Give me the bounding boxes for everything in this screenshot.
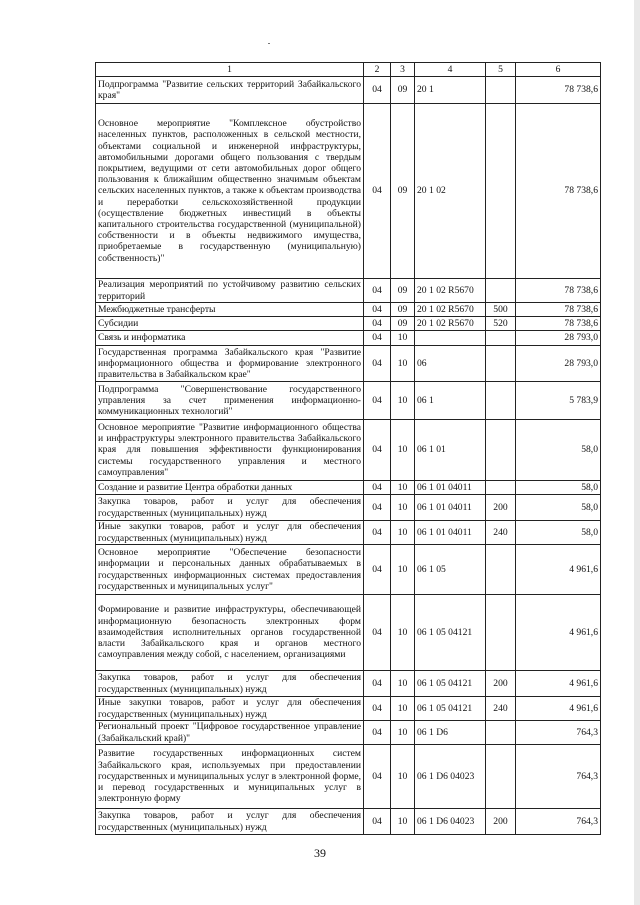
row-name: Закупка товаров, работ и услуг для обеспечения государственных (муниципальных) нужд bbox=[96, 495, 364, 521]
row-target-article: 20 1 bbox=[415, 77, 486, 104]
table-row bbox=[96, 104, 601, 279]
row-amount: 58,0 bbox=[516, 495, 601, 521]
row-subsection: 10 bbox=[391, 671, 415, 697]
row-amount: 764,3 bbox=[516, 745, 601, 809]
row-subsection: 10 bbox=[391, 745, 415, 809]
row-subsection: 10 bbox=[391, 545, 415, 595]
row-name: Подпрограмма "Совершенствование государственного управления за счет применения информационно-коммуникационных технологий" bbox=[96, 382, 364, 420]
row-section: 04 bbox=[364, 809, 391, 835]
table-row bbox=[96, 317, 601, 331]
row-subsection: 10 bbox=[391, 331, 415, 346]
table-row bbox=[96, 303, 601, 317]
row-expense-type bbox=[486, 279, 516, 303]
row-target-article: 20 1 02 R5670 bbox=[415, 317, 486, 331]
row-amount: 28 793,0 bbox=[516, 346, 601, 382]
row-target-article: 06 1 01 04011 bbox=[415, 495, 486, 521]
row-section: 04 bbox=[364, 303, 391, 317]
row-name: Основное мероприятие "Обеспечение безопасности информации и персональных данных обрабатываемых в государственных информационных системах предоставления государственных и муниципальных услуг" bbox=[96, 545, 364, 595]
row-name: Подпрограмма "Развитие сельских территорий Забайкальского края" bbox=[96, 77, 364, 104]
table-row bbox=[96, 481, 601, 495]
table-row bbox=[96, 279, 601, 303]
row-target-article: 06 1 bbox=[415, 382, 486, 420]
budget-table bbox=[95, 62, 601, 835]
row-name: Государственная программа Забайкальского края "Развитие информационного общества и формирование электронного правительства в Забайкальском крае" bbox=[96, 346, 364, 382]
scan-mark bbox=[268, 43, 270, 44]
row-target-article: 06 1 01 bbox=[415, 420, 486, 481]
row-target-article: 20 1 02 R5670 bbox=[415, 303, 486, 317]
row-name: Иные закупки товаров, работ и услуг для обеспечения государственных (муниципальных) нужд bbox=[96, 521, 364, 545]
row-subsection: 09 bbox=[391, 77, 415, 104]
row-expense-type: 200 bbox=[486, 495, 516, 521]
row-section: 04 bbox=[364, 521, 391, 545]
row-target-article: 06 1 05 04121 bbox=[415, 671, 486, 697]
table-row bbox=[96, 382, 601, 420]
row-target-article: 06 1 05 04121 bbox=[415, 697, 486, 721]
row-amount: 28 793,0 bbox=[516, 331, 601, 346]
header-cell-5: 5 bbox=[486, 63, 516, 77]
row-target-article: 06 1 01 04011 bbox=[415, 521, 486, 545]
row-expense-type bbox=[486, 382, 516, 420]
row-name: Основное мероприятие "Комплексное обустройство населенных пунктов, расположенных в сельской местности, объектами социальной и инженерной инфраструктуры, автомобильными дорогами общего пользования с твердым покрытием, ведущими от сети автомобильных дорог общего пользования к ближайшим общественно значимым объектам сельских населенных пунктов, а также к объектам производства и переработки сельскохозяйственной продукции (осуществление бюджетных инвестиций в объекты капитального строительства государственной (муниципальной) собственности и в объекты недвижимого имущества, приобретаемые в государственную (муниципальную) собственность)" bbox=[96, 104, 364, 279]
row-expense-type bbox=[486, 745, 516, 809]
row-subsection: 10 bbox=[391, 346, 415, 382]
row-expense-type: 240 bbox=[486, 521, 516, 545]
row-section: 04 bbox=[364, 745, 391, 809]
row-section: 04 bbox=[364, 671, 391, 697]
scan-edge bbox=[634, 0, 640, 905]
row-target-article: 20 1 02 R5670 bbox=[415, 279, 486, 303]
row-name: Создание и развитие Центра обработки данных bbox=[96, 481, 364, 495]
row-amount: 4 961,6 bbox=[516, 595, 601, 671]
table-header-row bbox=[96, 63, 601, 77]
row-name: Региональный проект "Цифровое государственное управление (Забайкальский край)" bbox=[96, 721, 364, 745]
row-target-article bbox=[415, 331, 486, 346]
row-amount: 78 738,6 bbox=[516, 317, 601, 331]
row-subsection: 10 bbox=[391, 420, 415, 481]
row-expense-type bbox=[486, 420, 516, 481]
row-section: 04 bbox=[364, 382, 391, 420]
row-amount: 58,0 bbox=[516, 481, 601, 495]
header-cell-4: 4 bbox=[415, 63, 486, 77]
row-expense-type: 500 bbox=[486, 303, 516, 317]
row-name: Основное мероприятие "Развитие информационного общества и инфраструктуры электронного правительства Забайкальского края для повышения эффективности функционирования системы государственного управления и местного самоуправления" bbox=[96, 420, 364, 481]
table-row bbox=[96, 495, 601, 521]
row-name: Иные закупки товаров, работ и услуг для обеспечения государственных (муниципальных) нужд bbox=[96, 697, 364, 721]
row-section: 04 bbox=[364, 279, 391, 303]
row-amount: 4 961,6 bbox=[516, 697, 601, 721]
row-expense-type bbox=[486, 346, 516, 382]
row-target-article: 06 1 D6 04023 bbox=[415, 745, 486, 809]
table-body bbox=[96, 77, 601, 835]
row-expense-type bbox=[486, 721, 516, 745]
row-target-article: 06 1 01 04011 bbox=[415, 481, 486, 495]
row-subsection: 10 bbox=[391, 495, 415, 521]
row-amount: 58,0 bbox=[516, 521, 601, 545]
row-expense-type bbox=[486, 77, 516, 104]
row-target-article: 06 1 D6 04023 bbox=[415, 809, 486, 835]
row-subsection: 10 bbox=[391, 697, 415, 721]
row-amount: 4 961,6 bbox=[516, 545, 601, 595]
row-expense-type bbox=[486, 595, 516, 671]
table-row bbox=[96, 809, 601, 835]
header-cell-1: 1 bbox=[96, 63, 364, 77]
row-name: Связь и информатика bbox=[96, 331, 364, 346]
row-section: 04 bbox=[364, 331, 391, 346]
header-cell-2: 2 bbox=[364, 63, 391, 77]
table-row bbox=[96, 331, 601, 346]
row-section: 04 bbox=[364, 595, 391, 671]
row-subsection: 10 bbox=[391, 521, 415, 545]
row-section: 04 bbox=[364, 317, 391, 331]
row-expense-type: 240 bbox=[486, 697, 516, 721]
row-subsection: 10 bbox=[391, 809, 415, 835]
row-amount: 4 961,6 bbox=[516, 671, 601, 697]
row-section: 04 bbox=[364, 697, 391, 721]
table-row bbox=[96, 721, 601, 745]
row-amount: 78 738,6 bbox=[516, 303, 601, 317]
row-subsection: 09 bbox=[391, 317, 415, 331]
row-section: 04 bbox=[364, 721, 391, 745]
row-name: Реализация мероприятий по устойчивому развитию сельских территорий bbox=[96, 279, 364, 303]
row-section: 04 bbox=[364, 420, 391, 481]
row-section: 04 bbox=[364, 495, 391, 521]
row-target-article: 20 1 02 bbox=[415, 104, 486, 279]
row-expense-type bbox=[486, 331, 516, 346]
row-target-article: 06 bbox=[415, 346, 486, 382]
table-row bbox=[96, 545, 601, 595]
row-amount: 78 738,6 bbox=[516, 279, 601, 303]
row-section: 04 bbox=[364, 77, 391, 104]
table-row bbox=[96, 521, 601, 545]
row-subsection: 10 bbox=[391, 481, 415, 495]
table-row bbox=[96, 346, 601, 382]
row-expense-type bbox=[486, 104, 516, 279]
row-name: Закупка товаров, работ и услуг для обеспечения государственных (муниципальных) нужд bbox=[96, 671, 364, 697]
row-subsection: 09 bbox=[391, 279, 415, 303]
page-number: 39 bbox=[314, 846, 326, 860]
row-amount: 58,0 bbox=[516, 420, 601, 481]
row-section: 04 bbox=[364, 481, 391, 495]
table-row bbox=[96, 745, 601, 809]
row-amount: 78 738,6 bbox=[516, 77, 601, 104]
row-expense-type: 200 bbox=[486, 671, 516, 697]
row-section: 04 bbox=[364, 545, 391, 595]
row-target-article: 06 1 05 04121 bbox=[415, 595, 486, 671]
row-amount: 5 783,9 bbox=[516, 382, 601, 420]
row-amount: 78 738,6 bbox=[516, 104, 601, 279]
row-expense-type: 200 bbox=[486, 809, 516, 835]
row-name: Развитие государственных информационных систем Забайкальского края, используемых при предоставлении государственных и муниципальных услуг в электронной форме, и перевод государственных и муниципальных услуг в электронную форму bbox=[96, 745, 364, 809]
row-expense-type bbox=[486, 545, 516, 595]
row-name: Формирование и развитие инфраструктуры, обеспечивающей информационную безопасность электронных форм взаимодействия исполнительных органов государственной власти Забайкальского края и органов местного самоуправления между собой, с населением, организациями bbox=[96, 595, 364, 671]
row-name: Субсидии bbox=[96, 317, 364, 331]
row-name: Межбюджетные трансферты bbox=[96, 303, 364, 317]
table-row bbox=[96, 697, 601, 721]
row-expense-type bbox=[486, 481, 516, 495]
row-amount: 764,3 bbox=[516, 809, 601, 835]
row-section: 04 bbox=[364, 346, 391, 382]
row-subsection: 09 bbox=[391, 104, 415, 279]
row-amount: 764,3 bbox=[516, 721, 601, 745]
table-row bbox=[96, 671, 601, 697]
row-subsection: 10 bbox=[391, 595, 415, 671]
table-row bbox=[96, 595, 601, 671]
row-name: Закупка товаров, работ и услуг для обеспечения государственных (муниципальных) нужд bbox=[96, 809, 364, 835]
table-row bbox=[96, 77, 601, 104]
header-cell-6: 6 bbox=[516, 63, 601, 77]
row-subsection: 10 bbox=[391, 382, 415, 420]
row-target-article: 06 1 D6 bbox=[415, 721, 486, 745]
row-subsection: 09 bbox=[391, 303, 415, 317]
row-target-article: 06 1 05 bbox=[415, 545, 486, 595]
row-expense-type: 520 bbox=[486, 317, 516, 331]
row-subsection: 10 bbox=[391, 721, 415, 745]
table-row bbox=[96, 420, 601, 481]
row-section: 04 bbox=[364, 104, 391, 279]
header-cell-3: 3 bbox=[391, 63, 415, 77]
